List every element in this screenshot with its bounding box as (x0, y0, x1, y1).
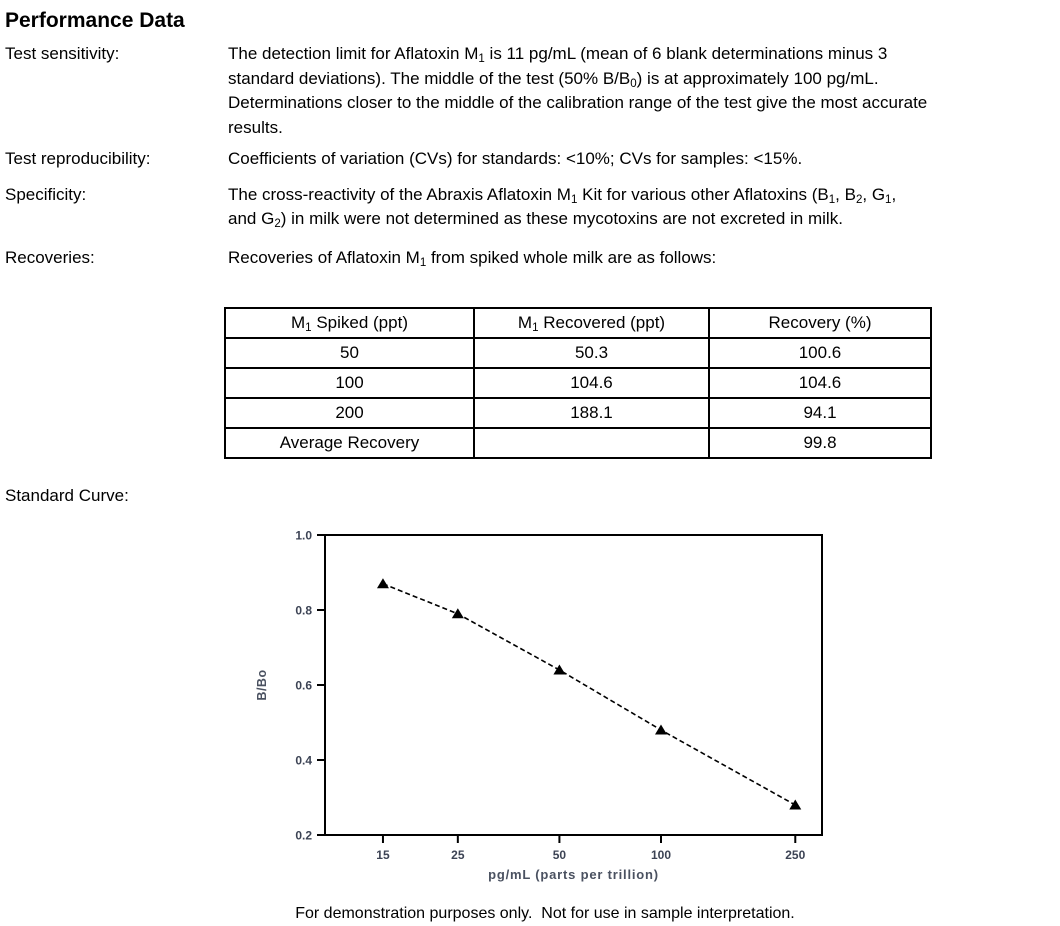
table-cell: 94.1 (709, 398, 931, 428)
section-specificity (5, 183, 1060, 232)
table-cell: 100.6 (709, 338, 931, 368)
column-header: $M_1$ Recovered (ppt) (474, 308, 709, 338)
y-axis-title: B/Bo (255, 668, 269, 701)
section-label: Test sensitivity: (5, 44, 120, 63)
y-tick-label: 1.0 (295, 528, 312, 542)
data-point-marker (452, 608, 464, 618)
column-header: Recovery (%) (709, 308, 931, 338)
data-point-markers (377, 578, 801, 809)
table-row (225, 398, 931, 428)
section-label: Test reproducibility: (5, 149, 151, 168)
y-tick-label: 0.2 (295, 828, 312, 842)
table-cell: Average Recovery (225, 428, 474, 458)
curve-line (383, 583, 795, 804)
table-row (225, 428, 931, 458)
section-label: Recoveries: (5, 247, 95, 267)
x-axis-ticks (376, 835, 805, 862)
table-cell: 104.6 (474, 368, 709, 398)
y-tick-label: 0.8 (295, 603, 312, 617)
x-tick-label: 100 (650, 847, 672, 862)
table-row (225, 338, 931, 368)
x-tick-label: 15 (376, 847, 390, 862)
table-cell: 200 (225, 398, 474, 428)
y-tick-label: 0.4 (295, 753, 312, 767)
section-text: The detection limit for Aflatoxin $M_1$ is 11 pg/mL (mean of 6 blank determinations minus 3 standard deviations). The middle of the test (50% $B/B_0$) is at approximately 100 pg/mL. Determinations closer to the middle of the calibration range of the test give the most accurate results. (228, 44, 928, 137)
x-axis-title: pg/mL (parts per trillion) (488, 866, 659, 882)
table-cell: 100 (225, 368, 474, 398)
x-tick-label: 50 (552, 847, 567, 862)
x-tick-label: 25 (451, 847, 465, 862)
section-recoveries (5, 246, 1060, 271)
recovery-table-body (225, 338, 931, 458)
x-tick-label: 250 (785, 847, 806, 862)
data-point-marker (553, 664, 565, 674)
page-title: Performance Data (5, 9, 185, 32)
table-cell: 104.6 (709, 368, 931, 398)
table-cell: 99.8 (709, 428, 931, 458)
section-test-reproducibility (5, 147, 1060, 172)
recovery-table (224, 307, 932, 459)
standard-curve-chart (250, 517, 850, 892)
section-text: Recoveries of Aflatoxin $M_1$ from spiked whole milk are as follows: (228, 247, 717, 269)
column-header: $M_1$ Spiked (ppt) (225, 308, 474, 338)
table-cell: 188.1 (474, 398, 709, 428)
section-label: Standard Curve: (5, 486, 129, 505)
table-row (225, 368, 931, 398)
y-tick-label: 0.6 (295, 678, 312, 692)
section-text: Coefficients of variation (CVs) for standards: <10%; CVs for samples: <15%. (228, 149, 803, 168)
footer-note: For demonstration purposes only. Not for use in sample interpretation. (295, 904, 795, 922)
table-cell (474, 428, 709, 458)
table-cell: 50 (225, 338, 474, 368)
table-header-row (225, 308, 931, 338)
section-text: The cross-reactivity of the Abraxis Aflatoxin $M_1$ Kit for various other Aflatoxins ($B_1$, $B_2$, $G_1$, and $G_2$) in milk were not determined as these mycotoxins are not excreted in milk. (228, 184, 897, 231)
standard-curve-chart-area (5, 517, 1060, 892)
y-axis-ticks (295, 528, 325, 842)
section-test-sensitivity (5, 42, 1060, 140)
data-point-marker (789, 799, 801, 809)
data-point-marker (377, 578, 389, 588)
section-label: Specificity: (5, 184, 87, 204)
table-cell: 50.3 (474, 338, 709, 368)
plot-frame (325, 535, 822, 835)
section-standard-curve (5, 484, 1060, 509)
data-point-marker (655, 724, 667, 734)
